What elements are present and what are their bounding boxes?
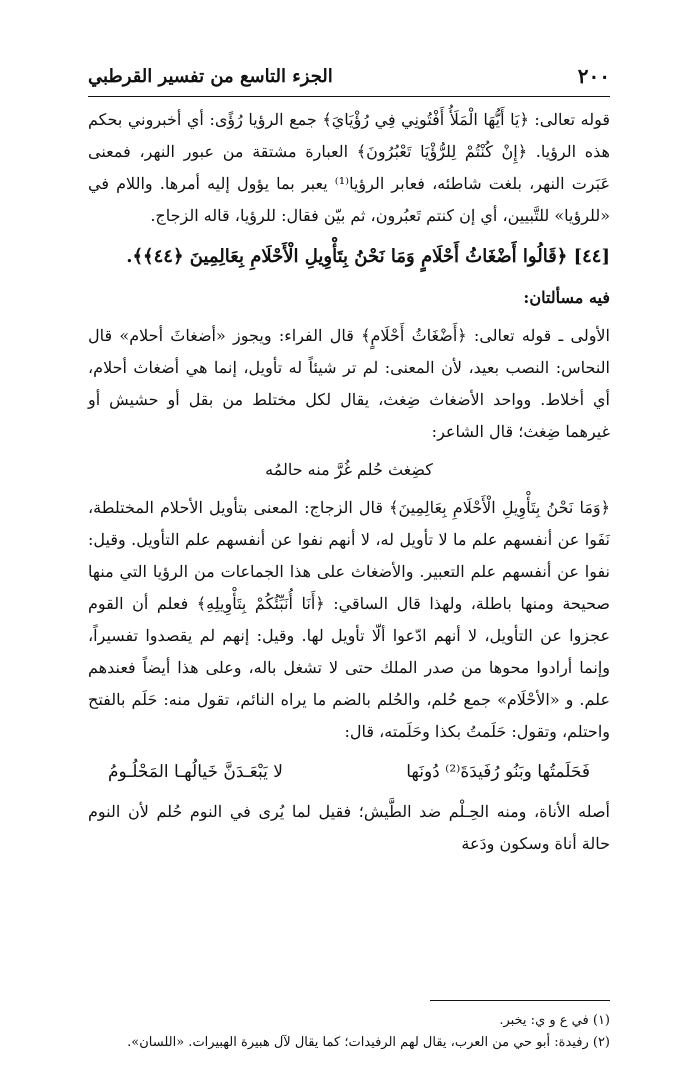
issues-title: فيه مسألتان: bbox=[523, 288, 610, 307]
paragraph-first-issue: الأولى ـ قوله تعالى: ﴿أَضْغَاثُ أَحْلَامٍ﴾ قال الفراء: ويجوز «أضغاثَ أحلام» قال النحاس: النصب بعيد، لأن المعنى: لم تر شيئاً له تأويل، إنما هي أضغاث أحلام، أي أخلاط. وواحد الأضغاث ضِغث، يقال لكل مختلط من بقل أو حشيش أو غيرهما ضِغث؛ قال الشاعر: bbox=[88, 326, 610, 441]
footnotes bbox=[88, 1010, 610, 1054]
paragraph-commentary: ﴿وَمَا نَحْنُ بِتَأْوِيلِ الْأَحْلَامِ بِعَالِمِينَ﴾ قال الزجاج: المعنى بتأويل الأحلام المختلطة، نَفَوا عن أنفسهم علم ما لا تأويل له، لا أنهم نفوا عن أنفسهم علم التأويل. وقيل: نفوا عن أنفسهم علم التعبير. والأضغاث على هذا الجماعات من الرؤيا التي منها صحيحة ومنها باطلة، ولهذا قال الساقي: ﴿أَنَا أُنَبِّئُكُمْ بِتَأْوِيلِهِ﴾ فعلم أن القوم عجزوا عن التأويل، لا أنهم ادّعوا ألّا تأويل لها. وقيل: إنهم لم يقصدوا تفسيراً، وإنما أرادوا محوها من صدر الملك حتى لا تشغل باله، وعلى هذا أيضاً فعندهم علم. و «الأحْلَام» جمع حُلم، والحُلم بالضم ما يراه النائم، تقول منه: حَلَم بالفتح واحتلم، وتقول: حَلَمتُ بكذا وحَلَمته، قال: bbox=[88, 498, 610, 741]
verse-44: [٤٤] ﴿قَالُوا أَضْغَاثُ أَحْلَامٍ وَمَا نَحْنُ بِتَأْوِيلِ الْأَحْلَامِ بِعَالِمِينَ ﴿٤٤﴾﴾. bbox=[126, 246, 610, 267]
header-rule bbox=[88, 96, 610, 97]
page-body bbox=[88, 104, 610, 860]
footnote-1: (١) في ع و ي: يخبر. bbox=[499, 1013, 610, 1028]
footnote-2: (٢) رفيدة: أبو حي من العرب، يقال لهم الرفيدات؛ كما يقال لآل هبيرة الهبيرات. «اللسان». bbox=[127, 1035, 610, 1050]
running-head: الجزء التاسع من تفسير القرطبي bbox=[88, 65, 333, 87]
footnote-rule bbox=[430, 1000, 610, 1001]
page-header bbox=[88, 60, 610, 92]
poem-hemistich-first: فَحَلَمتُها وبَنُو رُفَيدَةَ⁽²⁾ دُونَها bbox=[406, 762, 590, 782]
poem-verse bbox=[88, 752, 610, 792]
paragraph-continuation: أصله الأناة، ومنه الحِـلْم ضد الطَّيش؛ فقيل لما يُرى في النوم حُلم لأن النوم حالة أناة وسكون ودَعة bbox=[88, 802, 610, 853]
page-number: ٢٠٠ bbox=[577, 64, 610, 88]
paragraph-verse-43-commentary: قوله تعالى: ﴿يَا أَيُّهَا الْمَلَأُ أَفْتُونِي فِي رُؤْيَايَ﴾ جمع الرؤيا رُؤًى: أي أخبروني بحكم هذه الرؤيا. ﴿إِنْ كُنْتُمْ لِلرُّؤْيَا تَعْبُرُونَ﴾ العبارة مشتقة من عبور النهر، فمعنى عَبَرت النهر، بلغت شاطئه، فعابر الرؤيا⁽¹⁾ يعبر بما يؤول إليه أمرها. واللام في «للرؤيا» للتَّبيين، أي إن كنتم تَعبُرون، ثم بيّن فقال: للرؤيا، قاله الزجاج. bbox=[88, 110, 610, 225]
poem-hemistich-second: لا يَبْعَـدَنَّ خَيالُهـا المَحْلُـومُ bbox=[108, 762, 283, 782]
poem-line: كضِغث حُلم غُرَّ منه حالمُه bbox=[265, 460, 433, 479]
